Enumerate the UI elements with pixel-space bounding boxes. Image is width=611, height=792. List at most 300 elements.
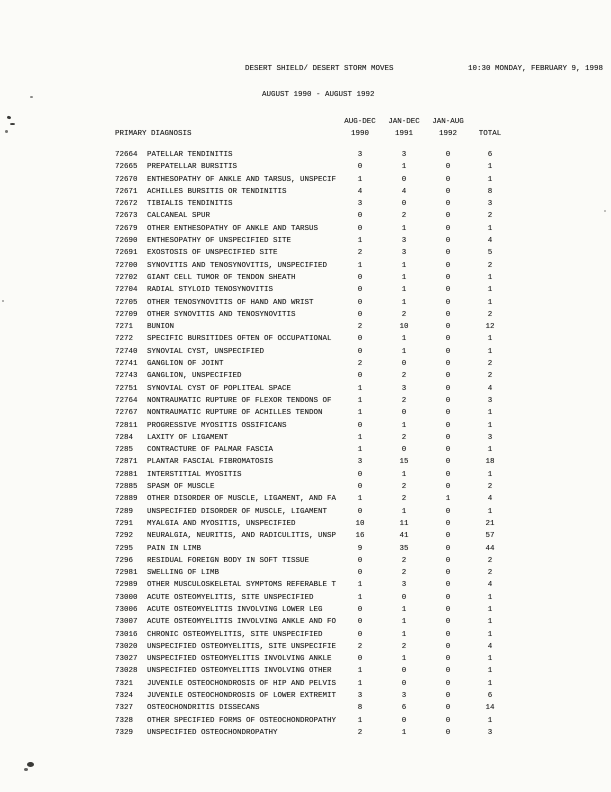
diagnosis-text: PATELLAR TENDINITIS	[147, 151, 233, 159]
diagnosis-code: 72709	[115, 310, 138, 319]
diagnosis-text: EXOSTOSIS OF UNSPECIFIED SITE	[147, 249, 278, 258]
column-header-period-1992-line2: 1992	[438, 130, 457, 138]
total-value: 1	[487, 593, 493, 602]
column-header-period-1990-line1: AUG-DEC	[344, 118, 376, 126]
period-value: 0	[401, 593, 407, 602]
period-value: 0	[357, 655, 363, 664]
diagnosis-code: 72889	[115, 495, 138, 504]
period-value: 0	[357, 286, 363, 295]
period-value: 0	[445, 237, 451, 246]
total-value: 3	[487, 728, 493, 737]
period-value: 1	[401, 421, 407, 430]
table-row	[0, 423, 611, 435]
period-value: 2	[401, 396, 407, 405]
period-value: 0	[357, 310, 363, 319]
period-value: 0	[445, 396, 451, 405]
diagnosis-code: 72811	[115, 421, 138, 430]
diagnosis-text: CALCANEAL SPUR	[147, 212, 211, 221]
diagnosis-text: PLANTAR FASCIAL FIBROMATOSIS	[147, 458, 274, 467]
period-value: 0	[445, 556, 451, 565]
period-value: 0	[445, 384, 451, 393]
table-row	[0, 300, 611, 312]
period-value: 0	[445, 581, 451, 590]
diagnosis-text: ACUTE OSTEOMYELITIS INVOLVING LOWER LEG	[147, 605, 323, 614]
period-value: 1	[357, 581, 363, 590]
total-value: 1	[487, 605, 493, 614]
period-value: 0	[445, 519, 451, 528]
table-row	[0, 287, 611, 299]
period-value: 1	[401, 298, 407, 307]
total-value: 1	[487, 347, 493, 356]
table-row	[0, 693, 611, 705]
period-value: 0	[445, 605, 451, 614]
period-value: 0	[445, 569, 451, 578]
period-value: 1	[445, 495, 451, 504]
period-value: 0	[445, 728, 451, 737]
table-row	[0, 496, 611, 508]
table-row	[0, 533, 611, 545]
diagnosis-code: 72741	[115, 360, 138, 369]
period-value: 0	[445, 421, 451, 430]
period-value: 0	[445, 667, 451, 676]
diagnosis-code: 72740	[115, 347, 138, 356]
period-value: 0	[357, 605, 363, 614]
period-value: 0	[445, 249, 451, 258]
diagnosis-text: SYNOVIAL CYST OF POPLITEAL SPACE	[147, 384, 292, 393]
total-value: 5	[487, 249, 493, 258]
period-value: 0	[445, 409, 451, 418]
period-value: 0	[401, 175, 407, 184]
total-value: 1	[487, 679, 493, 688]
period-value: 0	[445, 692, 451, 701]
period-value: 3	[357, 151, 363, 159]
period-value: 1	[357, 679, 363, 688]
period-value: 1	[357, 495, 363, 504]
diagnosis-text: JUVENILE OSTEOCHONDROSIS OF LOWER EXTREMIT	[147, 692, 337, 701]
diagnosis-code: 7295	[115, 544, 134, 553]
period-value: 10	[399, 323, 409, 332]
report-title: DESERT SHIELD/ DESERT STORM MOVES	[245, 65, 394, 73]
diagnosis-text: ACUTE OSTEOMYELITIS INVOLVING ANKLE AND FO	[147, 618, 337, 627]
period-value: 1	[401, 655, 407, 664]
diagnosis-text: OTHER ENTHESOPATHY OF ANKLE AND TARSUS	[147, 224, 319, 233]
total-value: 1	[487, 409, 493, 418]
period-value: 2	[357, 249, 363, 258]
table-row	[0, 177, 611, 189]
diagnosis-code: 72743	[115, 372, 138, 381]
diagnosis-text: SPASM OF MUSCLE	[147, 483, 215, 492]
diagnosis-text: UNSPECIFIED OSTEOMYELITIS INVOLVING OTHER	[147, 667, 332, 676]
diagnosis-text: SPECIFIC BURSITIDES OFTEN OF OCCUPATIONAL	[147, 335, 332, 344]
table-row	[0, 546, 611, 558]
period-value: 1	[357, 433, 363, 442]
table-row	[0, 250, 611, 262]
period-value: 0	[445, 372, 451, 381]
total-value: 4	[487, 495, 493, 504]
total-value: 1	[487, 630, 493, 639]
diagnosis-code: 7292	[115, 532, 134, 541]
diagnosis-text: PREPATELLAR BURSITIS	[147, 163, 238, 172]
period-value: 1	[401, 728, 407, 737]
period-value: 0	[445, 446, 451, 455]
table-row	[0, 373, 611, 385]
diagnosis-text: OTHER SPECIFIED FORMS OF OSTEOCHONDROPATHY	[147, 716, 337, 725]
period-value: 0	[445, 310, 451, 319]
total-value: 1	[487, 667, 493, 676]
table-row	[0, 472, 611, 484]
diagnosis-code: 73028	[115, 667, 138, 676]
period-value: 0	[445, 655, 451, 664]
diagnosis-code: 7284	[115, 433, 134, 442]
period-value: 0	[401, 679, 407, 688]
diagnosis-code: 72690	[115, 237, 138, 246]
period-value: 2	[401, 372, 407, 381]
period-value: 1	[357, 237, 363, 246]
period-value: 1	[401, 507, 407, 516]
diagnosis-code: 72671	[115, 187, 138, 196]
diagnosis-text: ACHILLES BURSITIS OR TENDINITIS	[147, 187, 287, 196]
diagnosis-text: PROGRESSIVE MYOSITIS OSSIFICANS	[147, 421, 287, 430]
total-value: 2	[487, 372, 493, 381]
diagnosis-code: 73006	[115, 605, 138, 614]
column-header-period-1991-line1: JAN-DEC	[388, 118, 420, 126]
period-value: 2	[401, 495, 407, 504]
period-value: 0	[445, 163, 451, 172]
total-value: 6	[487, 151, 493, 159]
period-value: 2	[357, 360, 363, 369]
period-value: 1	[357, 409, 363, 418]
diagnosis-text: RADIAL STYLOID TENOSYNOVITIS	[147, 286, 274, 295]
period-value: 0	[357, 470, 363, 479]
period-value: 0	[401, 667, 407, 676]
period-value: 0	[445, 200, 451, 209]
period-value: 0	[445, 630, 451, 639]
diagnosis-text: ENTHESOPATHY OF ANKLE AND TARSUS, UNSPECIF	[147, 175, 337, 184]
diagnosis-text: CHRONIC OSTEOMYELITIS, SITE UNSPECIFIED	[147, 630, 323, 639]
diagnosis-text: PAIN IN LIMB	[147, 544, 202, 553]
period-value: 1	[401, 347, 407, 356]
period-value: 8	[357, 704, 363, 713]
diagnosis-code: 7328	[115, 716, 134, 725]
total-value: 2	[487, 310, 493, 319]
period-value: 2	[401, 433, 407, 442]
diagnosis-code: 73007	[115, 618, 138, 627]
period-value: 0	[357, 212, 363, 221]
period-value: 4	[401, 187, 407, 196]
diagnosis-code: 72885	[115, 483, 138, 492]
total-value: 21	[485, 519, 495, 528]
period-value: 4	[357, 187, 363, 196]
diagnosis-code: 7296	[115, 556, 134, 565]
table-row	[0, 213, 611, 225]
total-value: 14	[485, 704, 495, 713]
period-value: 0	[357, 630, 363, 639]
diagnosis-code: 72989	[115, 581, 138, 590]
period-value: 0	[445, 704, 451, 713]
scan-artifact	[7, 115, 12, 119]
table-row	[0, 152, 611, 164]
period-value: 0	[445, 273, 451, 282]
period-value: 0	[445, 347, 451, 356]
period-value: 0	[445, 458, 451, 467]
period-value: 0	[357, 298, 363, 307]
diagnosis-code: 72751	[115, 384, 138, 393]
diagnosis-code: 72871	[115, 458, 138, 467]
total-value: 1	[487, 298, 493, 307]
period-value: 2	[357, 323, 363, 332]
diagnosis-text: ENTHESOPATHY OF UNSPECIFIED SITE	[147, 237, 292, 246]
period-value: 0	[357, 618, 363, 627]
scan-artifact	[24, 768, 28, 771]
table-row	[0, 730, 611, 742]
period-value: 1	[357, 446, 363, 455]
table-row	[0, 582, 611, 594]
total-value: 4	[487, 642, 493, 651]
period-value: 3	[401, 384, 407, 393]
diagnosis-code: 73000	[115, 593, 138, 602]
period-value: 0	[445, 544, 451, 553]
table-row	[0, 447, 611, 459]
period-value: 1	[357, 667, 363, 676]
diagnosis-text: JUVENILE OSTEOCHONDROSIS OF HIP AND PELVIS	[147, 679, 337, 688]
table-row	[0, 435, 611, 447]
diagnosis-code: 7271	[115, 323, 134, 332]
total-value: 2	[487, 556, 493, 565]
period-value: 0	[445, 298, 451, 307]
period-value: 1	[401, 605, 407, 614]
diagnosis-text: INTERSTITIAL MYOSITIS	[147, 470, 242, 479]
report-timestamp: 10:30 MONDAY, FEBRUARY 9, 1998	[468, 65, 604, 73]
total-value: 18	[485, 458, 495, 467]
period-value: 15	[399, 458, 409, 467]
total-value: 1	[487, 470, 493, 479]
period-value: 1	[401, 224, 407, 233]
diagnosis-code: 72700	[115, 261, 138, 270]
diagnosis-text: ACUTE OSTEOMYELITIS, SITE UNSPECIFIED	[147, 593, 314, 602]
period-value: 0	[401, 409, 407, 418]
total-value: 1	[487, 163, 493, 172]
diagnosis-code: 72691	[115, 249, 138, 258]
scan-artifact	[30, 96, 33, 98]
diagnosis-code: 7321	[115, 679, 134, 688]
scan-artifact	[27, 762, 34, 767]
diagnosis-code: 73020	[115, 642, 138, 651]
period-value: 0	[445, 175, 451, 184]
column-header-period-1990-line2: 1990	[350, 130, 369, 138]
diagnosis-code: 73016	[115, 630, 138, 639]
period-value: 0	[357, 483, 363, 492]
scan-artifact	[10, 123, 15, 125]
period-value: 3	[357, 458, 363, 467]
period-value: 0	[445, 151, 451, 159]
period-value: 0	[445, 212, 451, 221]
diagnosis-code: 7289	[115, 507, 134, 516]
total-value: 2	[487, 261, 493, 270]
period-value: 3	[357, 692, 363, 701]
total-value: 4	[487, 384, 493, 393]
diagnosis-code: 72670	[115, 175, 138, 184]
diagnosis-text: SYNOVIAL CYST, UNSPECIFIED	[147, 347, 265, 356]
total-value: 1	[487, 618, 493, 627]
period-value: 0	[357, 372, 363, 381]
table-row	[0, 668, 611, 680]
period-value: 16	[355, 532, 365, 541]
period-value: 0	[401, 446, 407, 455]
period-value: 0	[445, 286, 451, 295]
total-value: 2	[487, 569, 493, 578]
period-value: 0	[445, 335, 451, 344]
total-value: 1	[487, 421, 493, 430]
table-row	[0, 312, 611, 324]
column-header-period-1992-line1: JAN-AUG	[432, 118, 464, 126]
period-value: 0	[357, 273, 363, 282]
period-value: 1	[357, 261, 363, 270]
period-value: 0	[445, 323, 451, 332]
table-row	[0, 189, 611, 201]
period-value: 1	[401, 470, 407, 479]
period-value: 2	[357, 642, 363, 651]
period-value: 10	[355, 519, 365, 528]
diagnosis-text: TIBIALIS TENDINITIS	[147, 200, 233, 209]
period-value: 11	[399, 519, 409, 528]
diagnosis-text: RESIDUAL FOREIGN BODY IN SOFT TISSUE	[147, 556, 310, 565]
diagnosis-text: UNSPECIFIED OSTEOMYELITIS INVOLVING ANKLE	[147, 655, 332, 664]
column-header-diagnosis: PRIMARY DIAGNOSIS	[115, 130, 192, 138]
period-value: 2	[401, 310, 407, 319]
diagnosis-code: 72705	[115, 298, 138, 307]
total-value: 1	[487, 335, 493, 344]
diagnosis-text: UNSPECIFIED OSTEOCHONDROPATHY	[147, 728, 278, 737]
table-row	[0, 238, 611, 250]
period-value: 0	[357, 421, 363, 430]
diagnosis-code: 72767	[115, 409, 138, 418]
table-body	[0, 152, 611, 742]
period-value: 1	[401, 630, 407, 639]
table-row	[0, 718, 611, 730]
total-value: 1	[487, 507, 493, 516]
period-value: 1	[357, 384, 363, 393]
period-value: 0	[445, 507, 451, 516]
diagnosis-text: GANGLION, UNSPECIFIED	[147, 372, 242, 381]
period-value: 0	[445, 483, 451, 492]
period-value: 35	[399, 544, 409, 553]
diagnosis-code: 73027	[115, 655, 138, 664]
total-value: 4	[487, 581, 493, 590]
table-row	[0, 201, 611, 213]
diagnosis-code: 7291	[115, 519, 134, 528]
period-value: 1	[401, 286, 407, 295]
total-value: 12	[485, 323, 495, 332]
diagnosis-text: OTHER DISORDER OF MUSCLE, LIGAMENT, AND FA	[147, 495, 337, 504]
total-value: 2	[487, 360, 493, 369]
total-value: 1	[487, 446, 493, 455]
period-value: 1	[357, 175, 363, 184]
period-value: 0	[401, 360, 407, 369]
diagnosis-code: 72702	[115, 273, 138, 282]
table-row	[0, 226, 611, 238]
table-row	[0, 361, 611, 373]
period-value: 3	[401, 237, 407, 246]
diagnosis-code: 7327	[115, 704, 134, 713]
diagnosis-code: 7324	[115, 692, 134, 701]
diagnosis-code: 72981	[115, 569, 138, 578]
diagnosis-text: BUNION	[147, 323, 175, 332]
period-value: 0	[445, 618, 451, 627]
period-value: 0	[445, 532, 451, 541]
period-value: 0	[357, 224, 363, 233]
diagnosis-text: UNSPECIFIED DISORDER OF MUSCLE, LIGAMENT	[147, 507, 328, 516]
period-value: 41	[399, 532, 409, 541]
period-value: 0	[445, 224, 451, 233]
total-value: 57	[485, 532, 495, 541]
period-value: 1	[357, 396, 363, 405]
table-row	[0, 619, 611, 631]
period-value: 1	[357, 593, 363, 602]
diagnosis-code: 72664	[115, 151, 138, 159]
total-value: 3	[487, 433, 493, 442]
report-subtitle: AUGUST 1990 - AUGUST 1992	[262, 91, 375, 99]
period-value: 0	[445, 679, 451, 688]
total-value: 3	[487, 396, 493, 405]
diagnosis-code: 72665	[115, 163, 138, 172]
period-value: 1	[401, 618, 407, 627]
diagnosis-text: GANGLION OF JOINT	[147, 360, 224, 369]
period-value: 0	[445, 360, 451, 369]
period-value: 1	[401, 273, 407, 282]
period-value: 0	[445, 470, 451, 479]
diagnosis-code: 7285	[115, 446, 134, 455]
table-row	[0, 509, 611, 521]
total-value: 1	[487, 286, 493, 295]
total-value: 4	[487, 237, 493, 246]
table-row	[0, 164, 611, 176]
table-row	[0, 558, 611, 570]
diagnosis-text: NONTRAUMATIC RUPTURE OF FLEXOR TENDONS OF	[147, 396, 332, 405]
diagnosis-text: SWELLING OF LIMB	[147, 569, 220, 578]
period-value: 3	[401, 249, 407, 258]
period-value: 0	[357, 347, 363, 356]
column-header-total: TOTAL	[478, 130, 502, 138]
diagnosis-code: 7329	[115, 728, 134, 737]
period-value: 2	[401, 556, 407, 565]
total-value: 2	[487, 483, 493, 492]
period-value: 0	[445, 642, 451, 651]
period-value: 3	[401, 692, 407, 701]
total-value: 1	[487, 224, 493, 233]
period-value: 0	[357, 163, 363, 172]
period-value: 2	[401, 212, 407, 221]
period-value: 2	[401, 642, 407, 651]
diagnosis-code: 7272	[115, 335, 134, 344]
total-value: 8	[487, 187, 493, 196]
diagnosis-text: OSTEOCHONDRITIS DISSECANS	[147, 704, 260, 713]
diagnosis-text: OTHER SYNOVITIS AND TENOSYNOVITIS	[147, 310, 296, 319]
diagnosis-text: OTHER TENOSYNOVITIS OF HAND AND WRIST	[147, 298, 314, 307]
total-value: 1	[487, 655, 493, 664]
period-value: 6	[401, 704, 407, 713]
period-value: 0	[445, 187, 451, 196]
scan-artifact	[5, 130, 8, 133]
table-row	[0, 349, 611, 361]
column-header-period-1991-line2: 1991	[394, 130, 413, 138]
period-value: 3	[401, 151, 407, 159]
diagnosis-text: CONTRACTURE OF PALMAR FASCIA	[147, 446, 274, 455]
period-value: 0	[357, 507, 363, 516]
diagnosis-text: NEURALGIA, NEURITIS, AND RADICULITIS, UNSP	[147, 532, 337, 541]
table-row	[0, 263, 611, 275]
diagnosis-code: 72881	[115, 470, 138, 479]
period-value: 0	[445, 593, 451, 602]
